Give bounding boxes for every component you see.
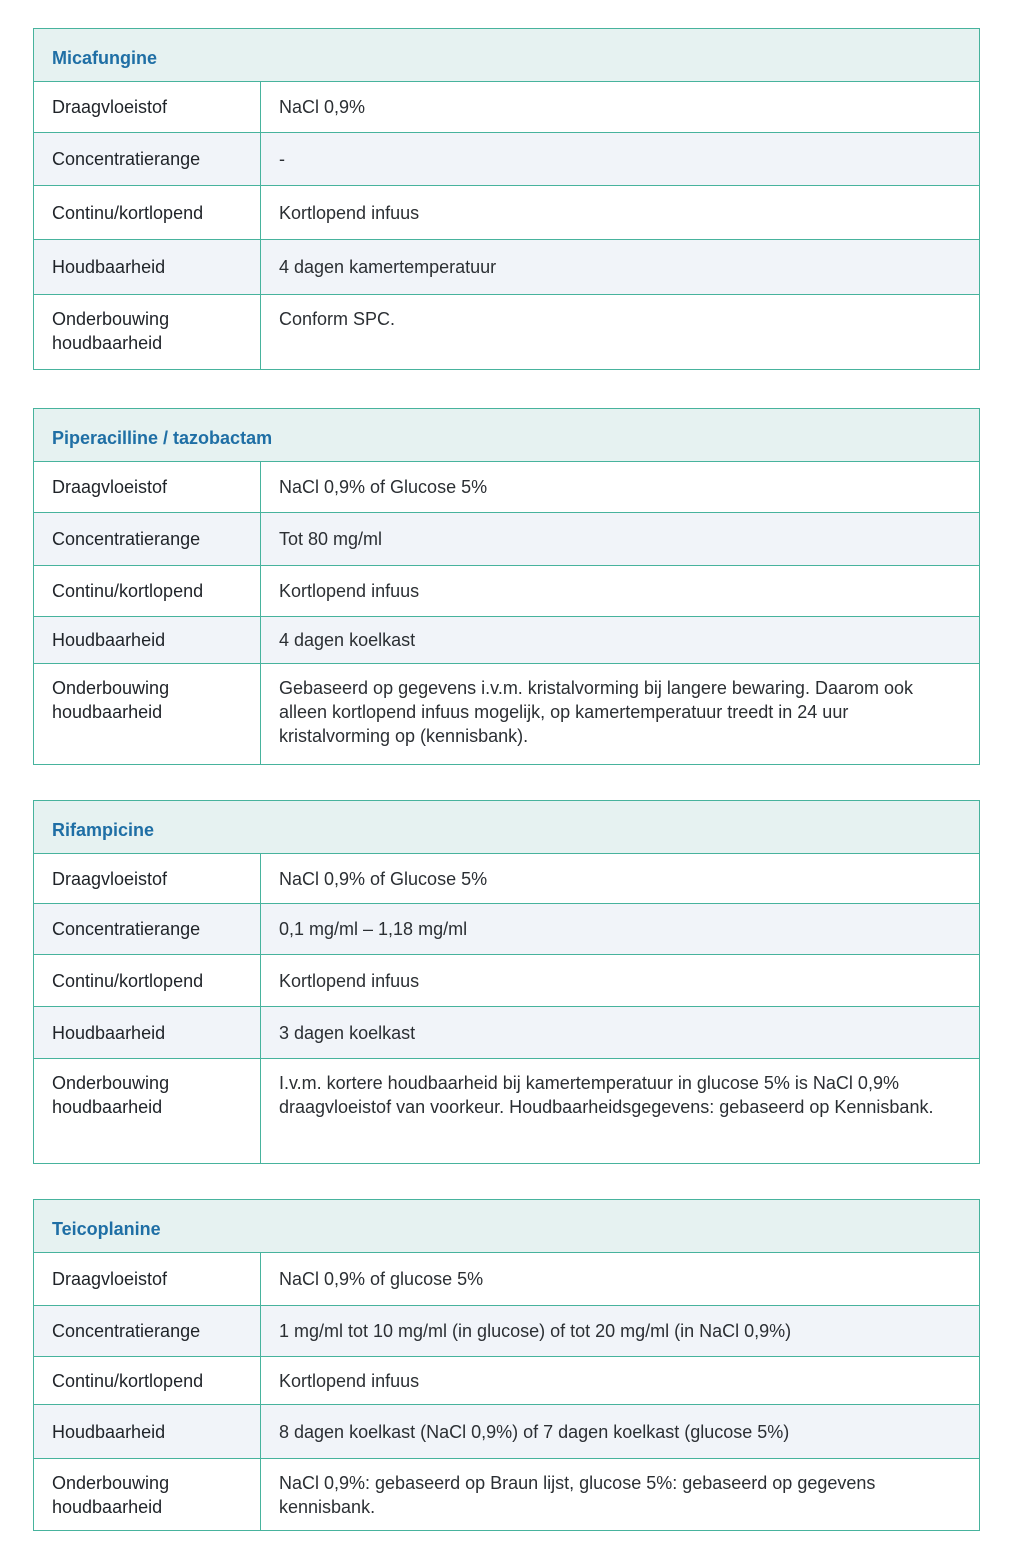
- row-value: 4 dagen kamertemperatuur: [261, 240, 980, 295]
- table-row: [34, 1357, 980, 1405]
- row-value: Kortlopend infuus: [261, 186, 980, 240]
- row-label: Draagvloeistof: [34, 462, 261, 513]
- table-row: [34, 955, 980, 1007]
- table-row: [34, 1253, 980, 1306]
- row-value: -: [261, 133, 980, 186]
- table-title: Micafungine: [34, 29, 980, 82]
- row-label: Onderbouwing houdbaarheid: [34, 664, 261, 765]
- table-row: [34, 1405, 980, 1459]
- row-label: Draagvloeistof: [34, 82, 261, 133]
- row-label: Houdbaarheid: [34, 1007, 261, 1059]
- table-row: [34, 82, 980, 133]
- drug-table-micafungine: [33, 28, 980, 370]
- row-value: NaCl 0,9%: [261, 82, 980, 133]
- row-label: Continu/kortlopend: [34, 955, 261, 1007]
- row-label: Onderbouwing houdbaarheid: [34, 1059, 261, 1164]
- table-row: [34, 186, 980, 240]
- row-value: Kortlopend infuus: [261, 566, 980, 617]
- row-value: NaCl 0,9% of Glucose 5%: [261, 854, 980, 904]
- row-label: Onderbouwing houdbaarheid: [34, 295, 261, 370]
- table-title: Piperacilline / tazobactam: [34, 409, 980, 462]
- table-title: Teicoplanine: [34, 1200, 980, 1253]
- drug-table-teicoplanine: [33, 1199, 980, 1531]
- row-value: Kortlopend infuus: [261, 955, 980, 1007]
- table-title: Rifampicine: [34, 801, 980, 854]
- row-label: Onderbouwing houdbaarheid: [34, 1459, 261, 1531]
- row-value: 4 dagen koelkast: [261, 617, 980, 664]
- row-label: Concentratierange: [34, 904, 261, 955]
- row-value: 8 dagen koelkast (NaCl 0,9%) of 7 dagen koelkast (glucose 5%): [261, 1405, 980, 1459]
- drug-table-piperacilline-tazobactam: [33, 408, 980, 765]
- row-label: Houdbaarheid: [34, 1405, 261, 1459]
- table-row: [34, 1007, 980, 1059]
- row-value: NaCl 0,9%: gebaseerd op Braun lijst, glucose 5%: gebaseerd op gegevens kennisbank.: [261, 1459, 980, 1531]
- row-value: Conform SPC.: [261, 295, 980, 370]
- table-row: [34, 462, 980, 513]
- table-row: [34, 513, 980, 566]
- row-label: Houdbaarheid: [34, 240, 261, 295]
- row-label: Houdbaarheid: [34, 617, 261, 664]
- row-value: Tot 80 mg/ml: [261, 513, 980, 566]
- row-label: Continu/kortlopend: [34, 1357, 261, 1405]
- table-row: [34, 664, 980, 765]
- table-row: [34, 1459, 980, 1531]
- table-row: [34, 133, 980, 186]
- row-label: Draagvloeistof: [34, 854, 261, 904]
- row-label: Concentratierange: [34, 513, 261, 566]
- table-row: [34, 904, 980, 955]
- row-value: 0,1 mg/ml – 1,18 mg/ml: [261, 904, 980, 955]
- table-row: [34, 566, 980, 617]
- table-row: [34, 295, 980, 370]
- table-row: [34, 617, 980, 664]
- row-value: NaCl 0,9% of glucose 5%: [261, 1253, 980, 1306]
- row-value: Gebaseerd op gegevens i.v.m. kristalvorming bij langere bewaring. Daarom ook alleen kortlopend infuus mogelijk, op kamertemperatuur treedt in 24 uur kristalvorming op (kennisbank).: [261, 664, 980, 765]
- row-value: 3 dagen koelkast: [261, 1007, 980, 1059]
- row-value: Kortlopend infuus: [261, 1357, 980, 1405]
- row-label: Concentratierange: [34, 133, 261, 186]
- drug-table-rifampicine: [33, 800, 980, 1164]
- table-row: [34, 1059, 980, 1164]
- row-label: Concentratierange: [34, 1306, 261, 1357]
- table-row: [34, 240, 980, 295]
- row-value: 1 mg/ml tot 10 mg/ml (in glucose) of tot 20 mg/ml (in NaCl 0,9%): [261, 1306, 980, 1357]
- row-label: Draagvloeistof: [34, 1253, 261, 1306]
- row-label: Continu/kortlopend: [34, 566, 261, 617]
- row-value: I.v.m. kortere houdbaarheid bij kamertemperatuur in glucose 5% is NaCl 0,9% draagvloeistof van voorkeur. Houdbaarheidsgegevens: gebaseerd op Kennisbank.: [261, 1059, 980, 1164]
- table-row: [34, 1306, 980, 1357]
- row-value: NaCl 0,9% of Glucose 5%: [261, 462, 980, 513]
- table-row: [34, 854, 980, 904]
- row-label: Continu/kortlopend: [34, 186, 261, 240]
